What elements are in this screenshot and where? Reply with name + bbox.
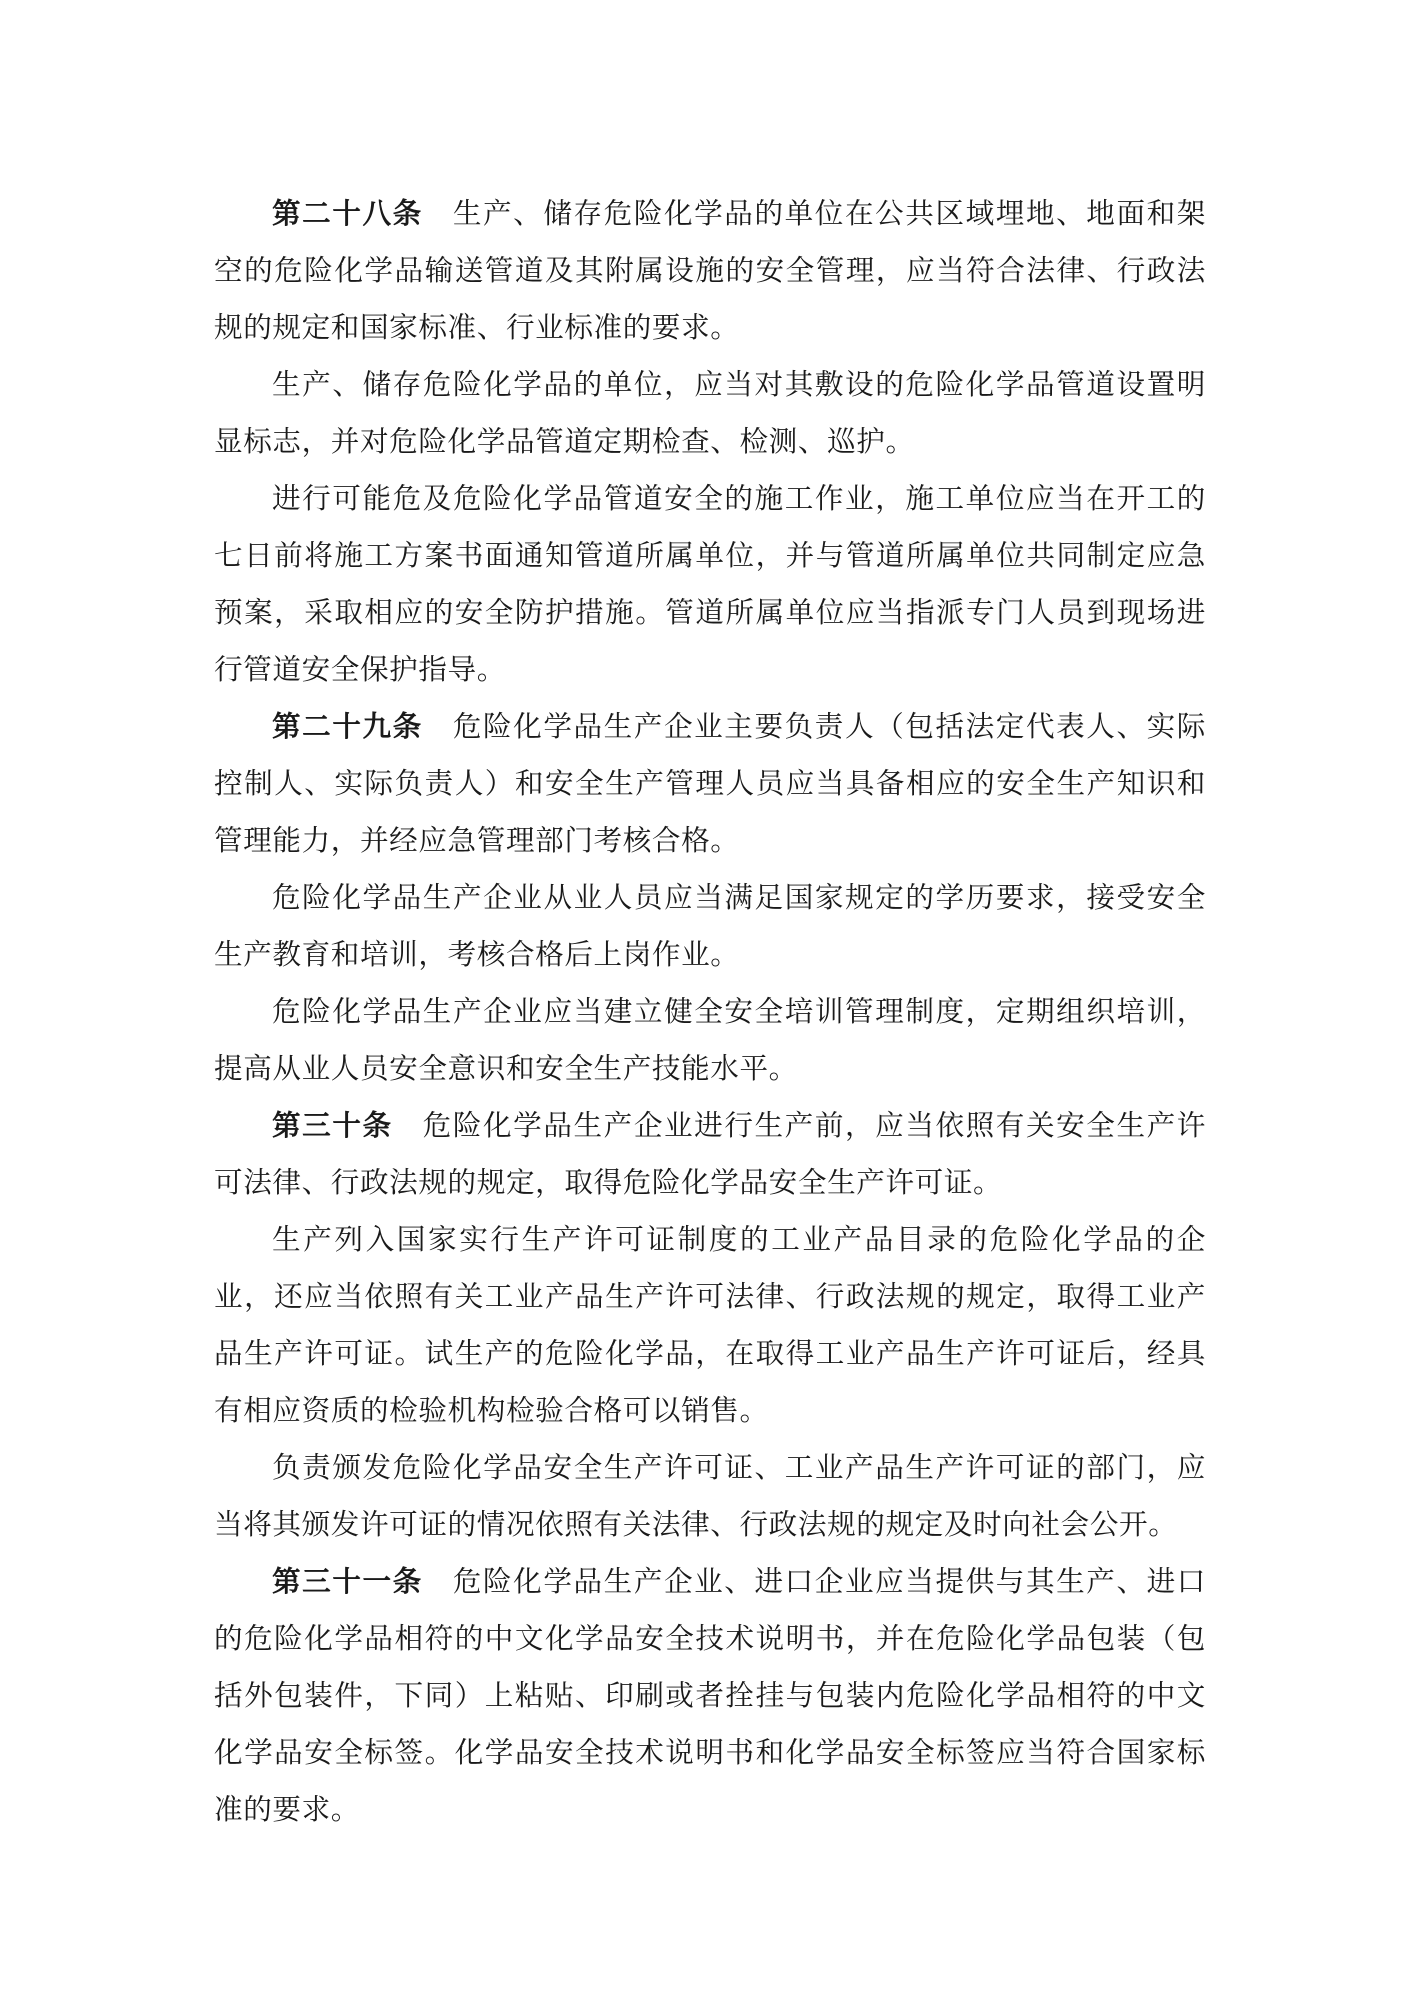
article-number: 第二十九条 [272, 709, 423, 743]
paragraph-text: 生产、储存危险化学品的单位，应当对其敷设的危险化学品管道设置明显标志，并对危险化学品管道定期检查、检测、巡护。 [214, 367, 1206, 458]
article-number: 第三十条 [272, 1108, 393, 1142]
article-number: 第三十一条 [272, 1564, 423, 1598]
document-body [214, 185, 1206, 1838]
paragraph [214, 1097, 1206, 1211]
paragraph [214, 698, 1206, 869]
paragraph [214, 1439, 1206, 1553]
paragraph [214, 185, 1206, 356]
paragraph-text: 危险化学品生产企业进行生产前，应当依照有关安全生产许可法律、行政法规的规定，取得危险化学品安全生产许可证。 [214, 1108, 1206, 1199]
paragraph [214, 1553, 1206, 1838]
paragraph [214, 356, 1206, 470]
paragraph [214, 470, 1206, 698]
paragraph-text: 危险化学品生产企业从业人员应当满足国家规定的学历要求，接受安全生产教育和培训，考核合格后上岗作业。 [214, 880, 1206, 971]
paragraph-text: 危险化学品生产企业主要负责人（包括法定代表人、实际控制人、实际负责人）和安全生产管理人员应当具备相应的安全生产知识和管理能力，并经应急管理部门考核合格。 [214, 709, 1206, 857]
paragraph [214, 1211, 1206, 1439]
paragraph-text: 生产、储存危险化学品的单位在公共区域埋地、地面和架空的危险化学品输送管道及其附属设施的安全管理，应当符合法律、行政法规的规定和国家标准、行业标准的要求。 [214, 196, 1206, 344]
paragraph [214, 983, 1206, 1097]
article-number: 第二十八条 [272, 196, 423, 230]
paragraph-text: 危险化学品生产企业应当建立健全安全培训管理制度，定期组织培训，提高从业人员安全意识和安全生产技能水平。 [214, 994, 1206, 1085]
paragraph-text: 进行可能危及危险化学品管道安全的施工作业，施工单位应当在开工的七日前将施工方案书面通知管道所属单位，并与管道所属单位共同制定应急预案，采取相应的安全防护措施。管道所属单位应当指派专门人员到现场进行管道安全保护指导。 [214, 481, 1206, 686]
paragraph-text: 危险化学品生产企业、进口企业应当提供与其生产、进口的危险化学品相符的中文化学品安全技术说明书，并在危险化学品包装（包括外包装件，下同）上粘贴、印刷或者拴挂与包装内危险化学品相符的中文化学品安全标签。化学品安全技术说明书和化学品安全标签应当符合国家标准的要求。 [214, 1564, 1206, 1826]
paragraph-text: 生产列入国家实行生产许可证制度的工业产品目录的危险化学品的企业，还应当依照有关工业产品生产许可法律、行政法规的规定，取得工业产品生产许可证。试生产的危险化学品，在取得工业产品生产许可证后，经具有相应资质的检验机构检验合格可以销售。 [214, 1222, 1206, 1427]
paragraph [214, 869, 1206, 983]
paragraph-text: 负责颁发危险化学品安全生产许可证、工业产品生产许可证的部门，应当将其颁发许可证的情况依照有关法律、行政法规的规定及时向社会公开。 [214, 1450, 1206, 1541]
